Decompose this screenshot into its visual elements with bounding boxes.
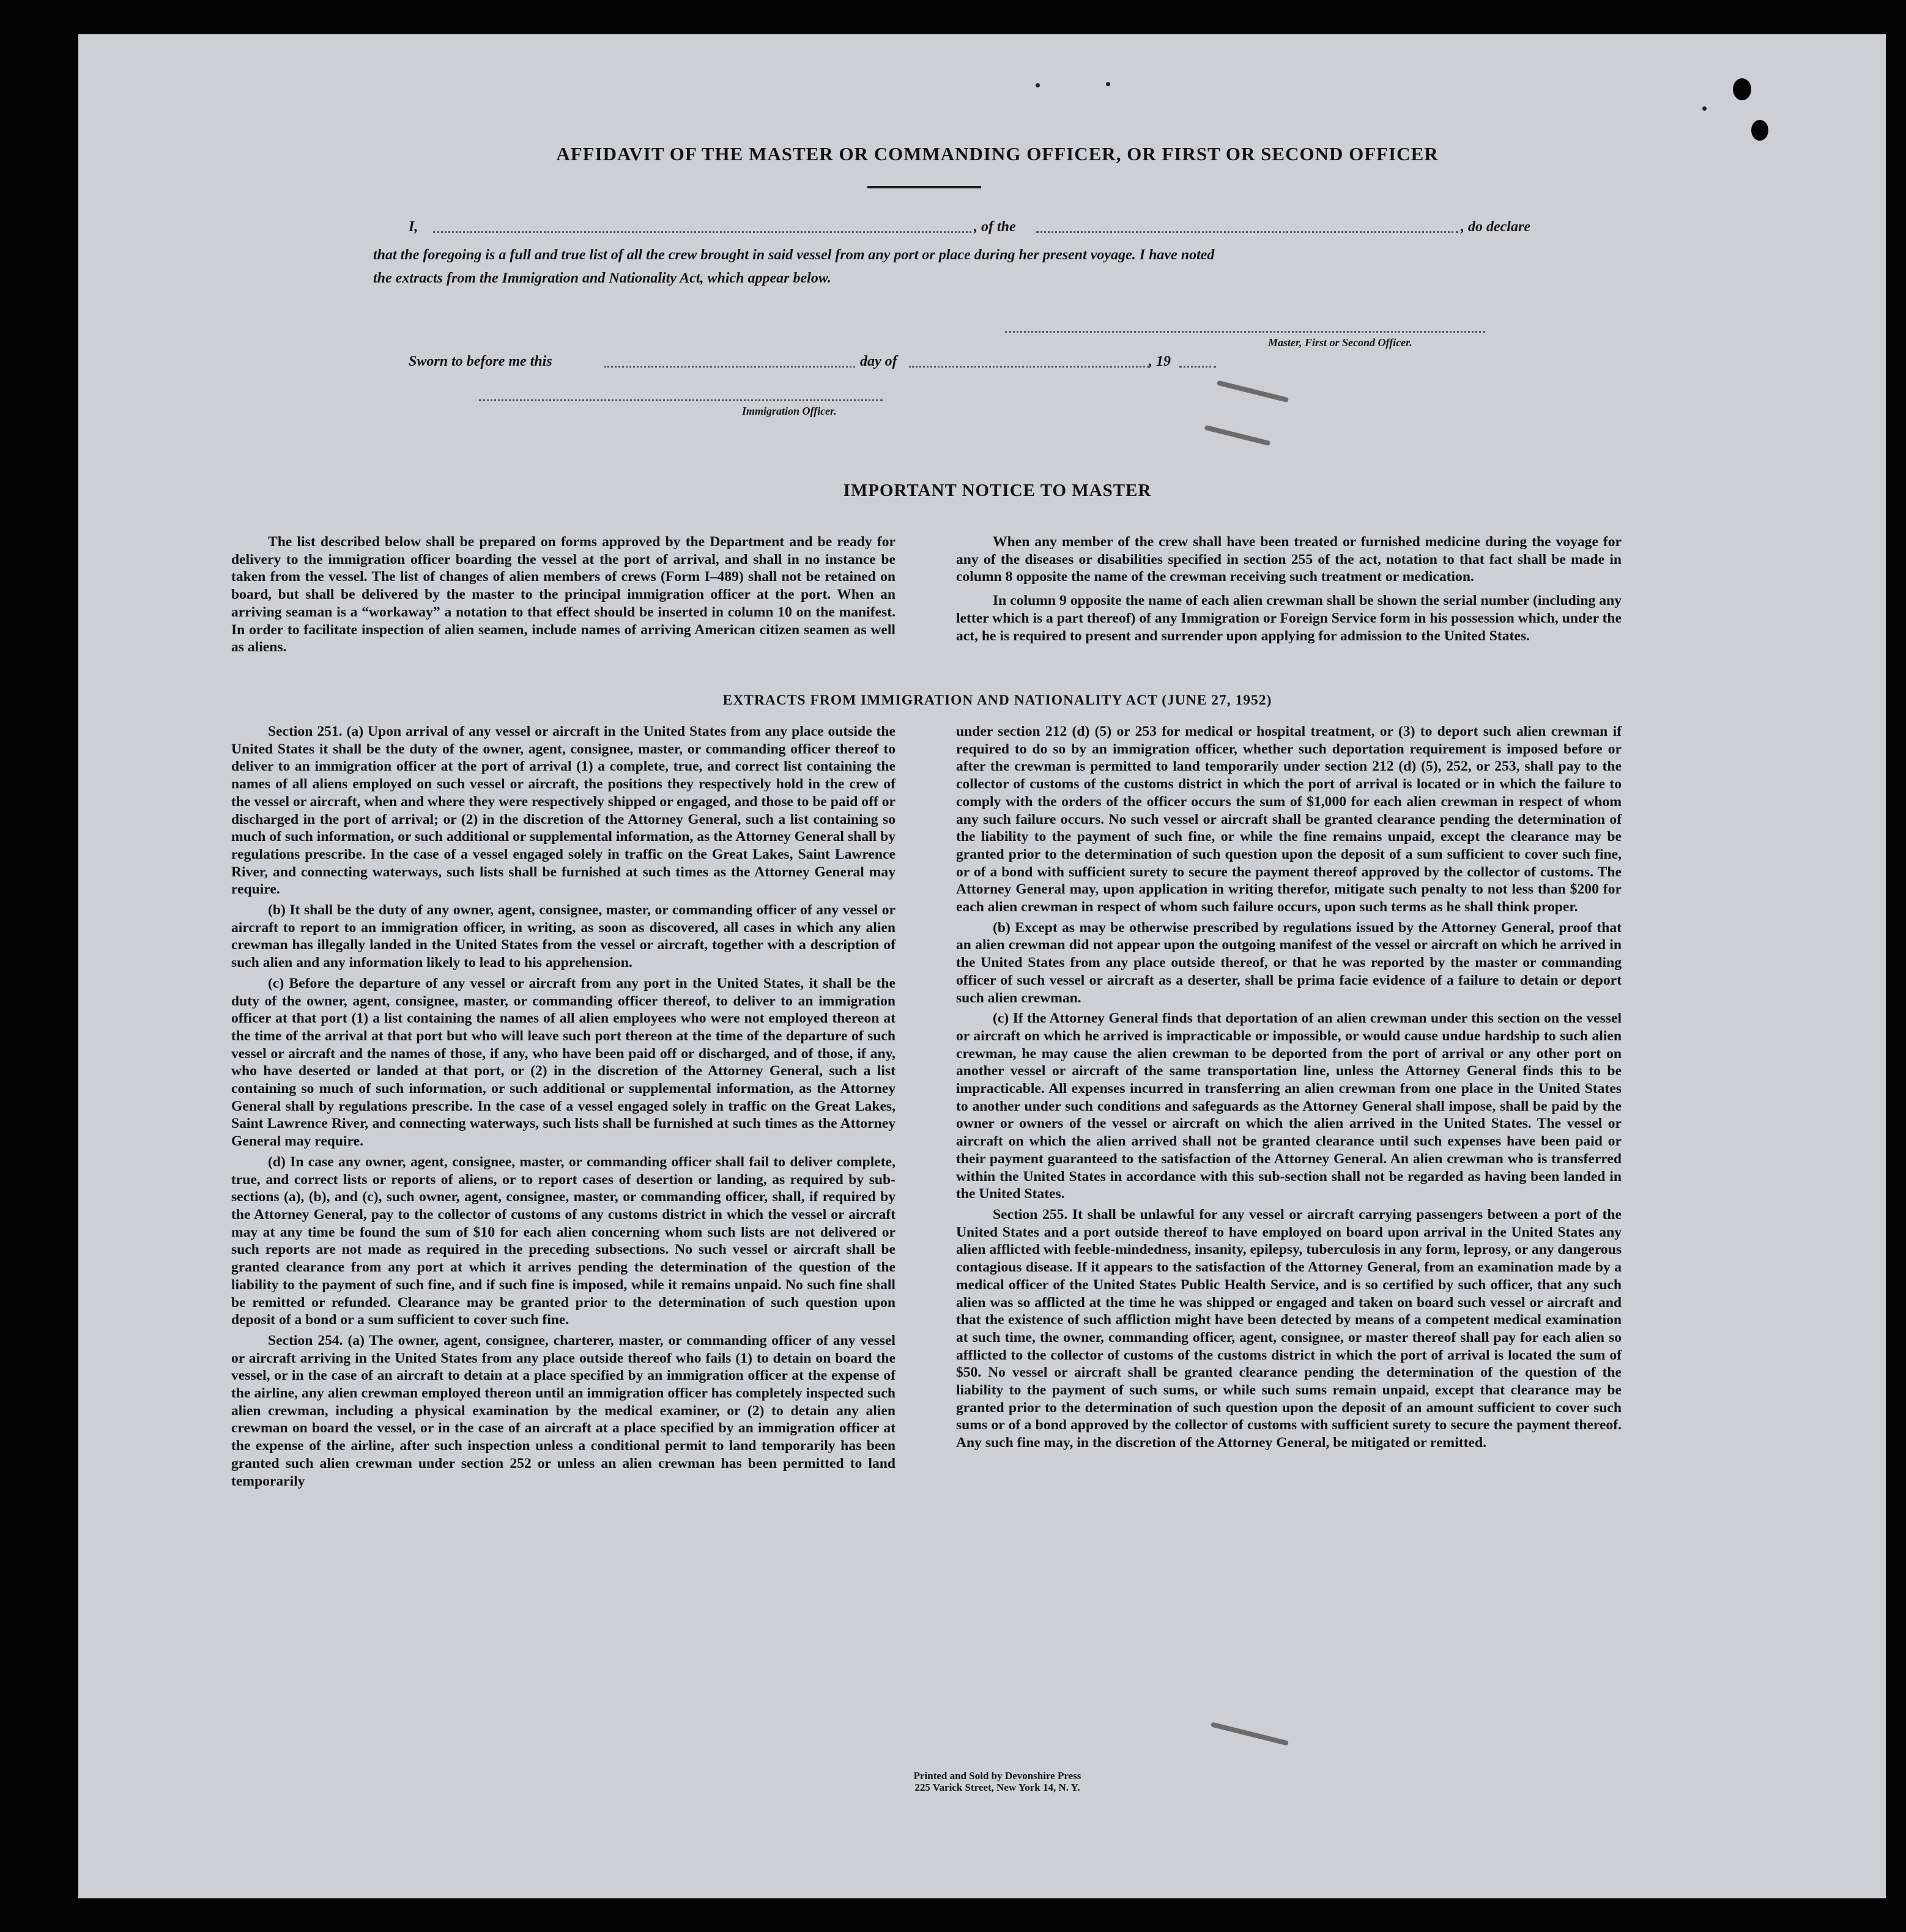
dust-speck [1036,83,1040,87]
extract-paragraph: (d) In case any owner, agent, consignee, master, or commanding officer shall fail to deliver complete, true, and correct lists or reports of aliens, or to report cases of desertion or landing, as required by sub-sections (a), (b), and (c), such owner, agent, consignee, master, or commanding officer, shall, if required by the Attorney General, pay to the collector of customs of any customs district in which the vessel or aircraft may at any time be found the sum of $10 for each alien concerning whom such lists are not delivered or such reports are not made as required in the preceding subsections. No such vessel or aircraft shall be granted clearance from any port at which it arrives pending the determination of the question of the liability to the payment of such fine, and if such fine is imposed, while it remains unpaid. No such fine shall be remitted or refunded. Clearance may be granted prior to the determination of such question upon deposit of a bond or a sum sufficient to cover such fine. [231,1153,896,1328]
extracts-right-column [956,723,1622,1455]
scan-smudge [1211,1722,1289,1745]
notice-title: IMPORTANT NOTICE TO MASTER [843,481,1152,500]
form-page [78,34,1886,1898]
extract-paragraph: (c) If the Attorney General finds that deportation of an alien crewman under this section on the vessel or aircraft on which he arrived is impracticable or impossible, or would cause undue hardship to such alien crewman, he may cause the alien crewman to be deported from the port of arrival or any other port on another vessel or aircraft of the same transportation line, unless the Attorney General finds this to be impracticable. All expenses incurred in transferring an alien crewman from one place in the United States to another under such conditions and safeguards as the Attorney General shall impose, shall be paid by the owner or owners of the vessel or aircraft on which the alien arrived in the United States. The vessel or aircraft on which the alien arrived shall not be granted clearance until such expenses have been paid or their payment guaranteed to the satisfaction of the Attorney General. An alien crewman who is transferred within the United States in accordance with this sub-section shall not be regarded as having been landed in the United States. [956,1010,1622,1202]
dust-speck [1106,82,1110,86]
do-declare-label: , do declare [1461,219,1530,235]
declarant-label: I, [409,219,418,235]
ink-blot [1733,78,1751,100]
sworn-day-blank[interactable] [604,366,855,368]
extract-paragraph: under section 212 (d) (5) or 253 for medical or hospital treatment, or (3) to deport such alien crewman if required to do so by an immigration officer, whether such deportation requirement is imposed before or after the crewman is permitted to land temporarily under section 212 (d) (5), 252, or 253, shall pay to the collector of customs of the customs district in which the port of arrival is located or in which the failure to comply with the orders of the officer occurs the sum of $1,000 for each alien crewman in respect of whom any such failure occurs. No such vessel or aircraft shall be granted clearance pending the determination of the liability to the payment of such fine, or while the fine remains unpaid, except the clearance may be granted prior to the determination of such question upon the deposit of a sum sufficient to cover such fine, or of a bond with sufficient surety to secure the payment thereof approved by the collector of customs. The Attorney General may, upon application in writing therefor, mitigate such penalty to not less than $200 for each alien crewman in respect of whom such failure occurs, upon such terms as he shall think proper. [956,724,1622,916]
extract-paragraph: Section 254. (a) The owner, agent, consignee, charterer, master, or commanding officer of any vessel or aircraft arriving in the United States from any place outside thereof who fails (1) to detain on board the vessel, or in the case of an aircraft to detain at a place specified by an immigration officer at the expense of the airline, any alien crewman employed thereon until an immigration officer has completely inspected such alien crewman, including a physical examination by the medical examiner, or (2) to detain any alien crewman on board the vessel, or in the case of an aircraft at a place specified by an immigration officer at the expense of the airline, after such inspection unless a conditional permit to land temporarily has been granted such alien crewman under section 252 or unless an alien crewman has been permitted to land temporarily [231,1332,896,1489]
declarant-name-blank[interactable] [433,231,971,233]
vessel-name-blank[interactable] [1036,231,1458,233]
notice-paragraph: When any member of the crew shall have been treated or furnished medicine during the voyage for any of the diseases or disabilities specified in section 255 of the act, notation to that fact shall be made in column 8 opposite the name of the crewman receiving such treatment or medication. [956,534,1622,585]
sworn-month-blank[interactable] [909,366,1149,368]
declaration-line-2: the extracts from the Immigration and Nationality Act, which appear below. [373,270,831,286]
extracts-title: EXTRACTS FROM IMMIGRATION AND NATIONALITY ACT (JUNE 27, 1952) [722,692,1272,708]
year-label: , 19 [1149,353,1171,369]
imprint-line-2: 225 Varick Street, New York 14, N. Y. [914,1782,1080,1793]
title-rule [867,186,981,188]
printer-imprint [78,1770,1886,1793]
sworn-year-blank[interactable] [1179,366,1216,368]
scan-smudge [1217,380,1289,403]
extract-paragraph: Section 255. It shall be unlawful for any vessel or aircraft carrying passengers between a port of the United States and a port outside thereof to have employed on board upon arrival in the United States any alien afflicted with feeble-mindedness, insanity, epilepsy, tuberculosis in any form, leprosy, or any dangerous contagious disease. If it appears to the satisfaction of the Attorney General, from an examination made by a medical officer of the United States Public Health Service, and is so certified by such officer, that any such alien was so afflicted at the time he was shipped or engaged and taken on board such vessel or aircraft and that the existence of such affliction might have been detected by means of a competent medical examination at such time, the owner, commanding officer, agent, consignee, or master thereof shall pay for each alien so afflicted to the collector of customs of the customs district in which the port of arrival is located the sum of $50. No vessel or aircraft shall be granted clearance pending the determination of the question of the liability to the payment of such sums, or while such sums remain unpaid, except that clearance may be granted prior to the determination of such question upon the deposit of an amount sufficient to cover such sums or of a bond approved by the collector of customs with sufficient surety to secure the payment thereof. Any such fine may, in the discretion of the Attorney General, be mitigated or remitted. [956,1206,1622,1451]
officer-signature-line[interactable] [479,399,883,401]
extracts-left-column [231,723,896,1493]
master-signature-line[interactable] [1005,331,1485,333]
ink-blot [1751,120,1768,141]
notice-paragraph: The list described below shall be prepared on forms approved by the Department and be ready for delivery to the immigration officer boarding the vessel at the port of arrival, and shall in no instance be taken from the vessel. The list of changes of alien members of crews (Form I–489) shall not be retained on board, but shall be delivered by the master to the principal immigration officer at the port. When an arriving seaman is a “workaway” a notation to that effect should be inserted in column 10 on the manifest. In order to facilitate inspection of alien seamen, include names of arriving American citizen seamen as well as aliens. [231,534,896,656]
master-signature-caption: Master, First or Second Officer. [1268,336,1412,349]
notice-paragraph: In column 9 opposite the name of each alien crewman shall be shown the serial number (including any letter which is a part thereof) of any Immigration or Foreign Service form in his possession which, under the act, he is required to present and surrender upon applying for admission to the United States. [956,593,1622,644]
extract-paragraph: Section 251. (a) Upon arrival of any vessel or aircraft in the United States from any place outside the United States it shall be the duty of the owner, agent, consignee, master, or commanding officer thereof to deliver to an immigration officer at the port of arrival (1) a complete, true, and correct list containing the names of all aliens employed on such vessel or aircraft, the positions they respectively hold in the crew of the vessel or aircraft, when and where they were respectively shipped or engaged, and those to be paid off or discharged in the port of arrival; or (2) in the discretion of the Attorney General, such a list containing so much of such information, or such additional or supplemental information, as the Attorney General shall by regulations prescribe. In the case of a vessel engaged solely in traffic on the Great Lakes, Saint Lawrence River, and connecting waterways, such lists shall be furnished at such times as the Attorney General may require. [231,724,896,898]
extract-paragraph: (b) Except as may be otherwise prescribed by regulations issued by the Attorney General, proof that an alien crewman did not appear upon the outgoing manifest of the vessel or aircraft on which he arrived in the United States from any place outside thereof, or that he was reported by the master or commanding officer of such vessel or aircraft as a deserter, shall be prima facie evidence of a failure to detain or deport such alien crewman. [956,919,1622,1006]
of-the-label: , of the [974,219,1016,235]
imprint-line-1: Printed and Sold by Devonshire Press [913,1770,1081,1782]
sworn-label: Sworn to before me this [409,353,552,369]
dust-speck [1702,106,1707,111]
form-title: AFFIDAVIT OF THE MASTER OR COMMANDING OFFICER, OR FIRST OR SECOND OFFICER [556,143,1439,165]
declaration-line-1: that the foregoing is a full and true list of all the crew brought in said vessel from any port or place during her present voyage. I have noted [373,247,1215,263]
scan-smudge [1204,425,1271,446]
notice-left-column [231,533,896,659]
extract-paragraph: (c) Before the departure of any vessel or aircraft from any port in the United States, it shall be the duty of the owner, agent, consignee, master, or commanding officer thereof, to deliver to an immigration officer at that port (1) a list containing the names of all alien employees who were not employed thereon at the time of the arrival at that port but who will leave such port thereon at the time of the departure of such vessel or aircraft and the names of those, if any, who have been paid off or discharged, and of those, if any, who have deserted or landed at that port, or (2) in the discretion of the Attorney General, such a list containing so much of such information, or such additional or supplemental information, as the Attorney General shall by regulations prescribe. In the case of a vessel engaged solely in traffic on the Great Lakes, Saint Lawrence River, and connecting waterways, such lists shall be furnished at such times as the Attorney General may require. [231,975,896,1150]
officer-signature-caption: Immigration Officer. [742,405,837,417]
day-of-label: day of [860,353,897,369]
extract-paragraph: (b) It shall be the duty of any owner, agent, consignee, master, or commanding officer of any vessel or aircraft to report to an immigration officer, in writing, as soon as discovered, all cases in which any alien crewman has illegally landed in the United States from the vessel or aircraft, together with a description of such alien and any information likely to lead to his apprehension. [231,902,896,971]
notice-right-column [956,533,1622,648]
